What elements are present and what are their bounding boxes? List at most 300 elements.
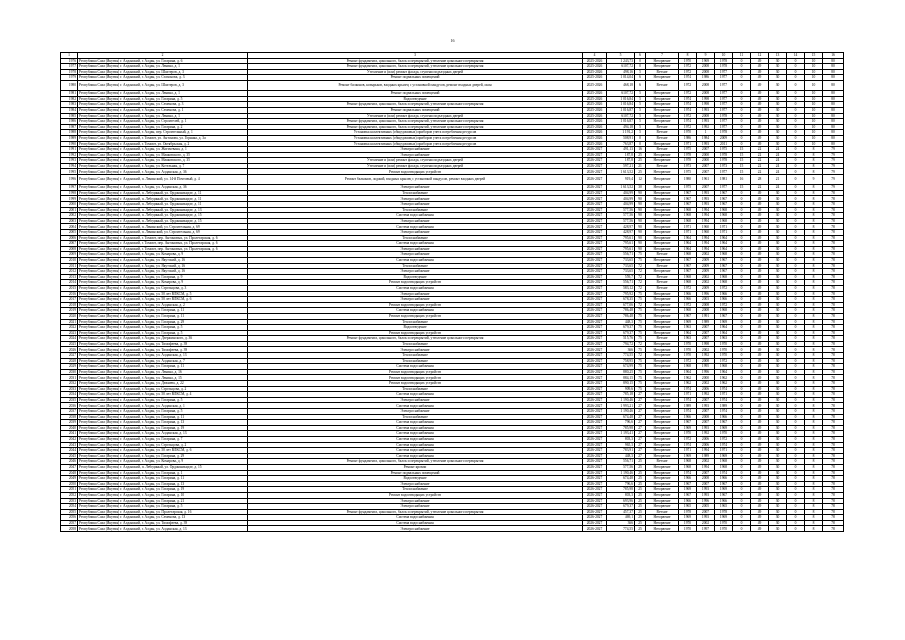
table-cell: 10 — [805, 124, 823, 130]
table-cell: 1967 — [679, 196, 697, 202]
table-cell: 30 — [769, 96, 787, 102]
table-cell: 1967 — [715, 492, 733, 498]
table-cell: Негорючие — [646, 58, 679, 64]
table-cell: Республика Саха (Якутия) г. Алданский, г. Томмот, пер. Антоновых, ул. Пролетарская, д. 6 — [78, 241, 248, 247]
table-cell: Республика Саха (Якутия) г. Алданский, г. Алдан, ул. Гагарина, д. 11 — [78, 308, 248, 314]
table-cell: Республика Саха (Якутия) г. Алданский, г. Алдан, ул. Комарова, д. 9 — [78, 252, 248, 258]
table-cell: 78 — [823, 341, 844, 347]
table-cell: 1978 — [61, 69, 78, 75]
table-cell: 30 — [769, 291, 787, 297]
table-cell: 1968 — [679, 464, 697, 470]
table-cell: 5 — [635, 119, 646, 125]
table-row — [61, 526, 844, 532]
table-cell: 0 — [733, 381, 751, 387]
table-cell: 30 — [769, 130, 787, 136]
table-cell: 49 — [751, 520, 769, 526]
table-cell: Электроснабжение — [248, 397, 583, 403]
table-cell: 78 — [823, 448, 844, 454]
table-cell: 78 — [823, 224, 844, 230]
table-cell: Негорючие — [646, 308, 679, 314]
table-cell: 10 — [805, 80, 823, 90]
table-cell: 679,37 — [607, 330, 635, 336]
table-cell: Негорючие — [646, 464, 679, 470]
table-cell: 2026-2027 — [583, 246, 607, 252]
table-cell: 796,6 — [607, 420, 635, 426]
table-cell: 79 — [823, 175, 844, 185]
table-cell: 1974 — [679, 102, 697, 108]
table-cell: 1993 — [697, 403, 715, 409]
table-cell: 78 — [823, 509, 844, 515]
table-cell: 2026-2027 — [583, 392, 607, 398]
table-cell: 0 — [733, 347, 751, 353]
table-cell: 2026-2027 — [583, 364, 607, 370]
table-cell: 10 — [805, 107, 823, 113]
table-cell: 2045 — [61, 453, 78, 459]
table-cell: 0 — [787, 196, 805, 202]
table-cell: 0 — [787, 464, 805, 470]
table-cell: 674,48 — [607, 414, 635, 420]
table-cell: 1966 — [679, 297, 697, 303]
table-cell: 30 — [769, 358, 787, 364]
table-cell: 2020 — [61, 313, 78, 319]
table-cell: 2026-2027 — [583, 381, 607, 387]
table-cell: 49 — [751, 381, 769, 387]
table-cell: 0 — [733, 241, 751, 247]
table-cell: 1995 — [697, 364, 715, 370]
table-cell: 0 — [787, 218, 805, 224]
table-cell: 2002 — [697, 381, 715, 387]
table-cell: 78 — [823, 369, 844, 375]
table-cell: 49 — [751, 526, 769, 532]
table-cell: 49 — [751, 420, 769, 426]
table-cell: Республика Саха (Якутия) г. Алданский, г. Алдан, ул. Гагарина, д. 6 — [78, 58, 248, 64]
table-cell: 0 — [787, 375, 805, 381]
table-cell: 0 — [787, 381, 805, 387]
table-cell: 49 — [751, 274, 769, 280]
table-cell: 1964 — [679, 235, 697, 241]
table-cell: 30 — [769, 425, 787, 431]
table-cell: 1996 — [697, 369, 715, 375]
table-cell: Республика Саха (Якутия) г. Алданский, г. Алдан, ул. 50 лет ВЛКСМ, д. 4 — [78, 392, 248, 398]
table-cell: 1993 — [697, 190, 715, 196]
table-cell: 8 — [805, 263, 823, 269]
table-cell: Система водоснабжения — [248, 308, 583, 314]
table-cell: 49 — [751, 107, 769, 113]
table-cell: 49 — [751, 403, 769, 409]
table-cell: 2000 — [697, 375, 715, 381]
table-cell: 80 — [823, 135, 844, 141]
table-cell: 49 — [751, 280, 769, 286]
table-cell: Ремонт подвальных помещений — [248, 75, 583, 81]
table-cell: 30 — [769, 69, 787, 75]
table-cell: 30 — [769, 515, 787, 521]
table-cell: 1971 — [715, 230, 733, 236]
table-cell: 1978 — [715, 58, 733, 64]
table-cell: 1977 — [715, 69, 733, 75]
table-cell: 79 — [823, 152, 844, 158]
table-cell: 2006 — [61, 235, 78, 241]
table-cell: 8 — [805, 476, 823, 482]
table-cell: 733,65 — [607, 263, 635, 269]
table-cell: Негорючие — [646, 375, 679, 381]
table-cell: 80 — [823, 58, 844, 64]
table-cell: 78 — [823, 252, 844, 258]
table-cell: 1967 — [679, 202, 697, 208]
table-cell: Республика Саха (Якутия) г. Алданский, г. Алдан, ул. Ленина, д. 16 — [78, 369, 248, 375]
table-cell: 2026-2027 — [583, 196, 607, 202]
table-cell: 796,6 — [607, 481, 635, 487]
table-cell: 1967 — [715, 420, 733, 426]
table-cell: Республика Саха (Якутия) г. Алданский, г. Томмот, пер. Антоновых, ул. Пролетарская, д. 6 — [78, 235, 248, 241]
table-cell: 8 — [805, 147, 823, 153]
table-cell: 2026-2027 — [583, 213, 607, 219]
table-cell: 1969 — [697, 58, 715, 64]
table-cell: Теплоснабжение — [248, 487, 583, 493]
table-cell: 0 — [635, 135, 646, 141]
table-cell: 78 — [823, 291, 844, 297]
table-cell: 8 — [805, 347, 823, 353]
table-cell: Республика Саха (Якутия) г. Алданский, г. Алдан, ул. Гагарина, д. 5 — [78, 96, 248, 102]
table-cell: 49 — [751, 297, 769, 303]
table-cell: 90 — [635, 202, 646, 208]
table-cell: 0 — [787, 442, 805, 448]
table-cell: Негорючие — [646, 420, 679, 426]
table-cell: 1968 — [715, 464, 733, 470]
table-cell: 1967 — [715, 190, 733, 196]
table-cell: 1967 — [679, 481, 697, 487]
table-cell: 0 — [787, 420, 805, 426]
table-cell: 8 — [805, 436, 823, 442]
table-cell: 25 — [635, 515, 646, 521]
table-cell: 2009 — [715, 135, 733, 141]
table-cell: 78 — [823, 302, 844, 308]
table-cell: 30 — [769, 509, 787, 515]
table-cell: 0 — [733, 409, 751, 415]
table-cell: 1981 — [61, 91, 78, 97]
table-cell: 2026-2027 — [583, 241, 607, 247]
table-cell: Негорючие — [646, 64, 679, 70]
table-cell: 0 — [733, 246, 751, 252]
table-cell: 1968 — [715, 280, 733, 286]
table-cell: 1 190,46 — [607, 397, 635, 403]
table-cell: 1966 — [679, 414, 697, 420]
table-cell: 1963 — [715, 336, 733, 342]
table-cell: Республика Саха (Якутия) г. Алданский, г. Алдан, ул. Гагарина, д. 2 — [78, 124, 248, 130]
table-cell: 2026-2027 — [583, 319, 607, 325]
table-cell: 0 — [733, 130, 751, 136]
table-cell: 1992 — [697, 431, 715, 437]
table-cell: 8 — [805, 448, 823, 454]
table-cell: 6107,72 — [607, 64, 635, 70]
table-cell: 2026-2027 — [583, 453, 607, 459]
table-cell: 1977 — [715, 102, 733, 108]
table-cell: 1972 — [679, 64, 697, 70]
table-cell: Республика Саха (Якутия) г. Алданский, г. Алдан, ул. Гагарина, д. 10 — [78, 492, 248, 498]
table-cell: 0 — [733, 476, 751, 482]
table-cell: Негорючие — [646, 414, 679, 420]
table-cell: 1962 — [679, 375, 697, 381]
column-number-cell: 7 — [646, 53, 679, 59]
table-cell: Негорючие — [646, 185, 679, 191]
table-cell: 0 — [787, 291, 805, 297]
table-cell: 30 — [769, 302, 787, 308]
table-cell: 2039 — [61, 420, 78, 426]
table-cell: 72 — [635, 263, 646, 269]
table-row — [61, 102, 844, 108]
table-cell: Ремонт кровли — [248, 464, 583, 470]
table-cell: 78 — [823, 202, 844, 208]
table-cell: 30 — [769, 353, 787, 359]
table-cell: 0 — [787, 347, 805, 353]
table-cell: 1988 — [61, 130, 78, 136]
table-cell: Негорючие — [646, 75, 679, 81]
table-cell: 1974 — [679, 442, 697, 448]
table-cell: Республика Саха (Якутия) г. Алданский, г. Алдан, ул. Дзержинского, д. 36 — [78, 336, 248, 342]
table-cell: 1 191,2 — [607, 130, 635, 136]
table-cell: 15 — [733, 169, 751, 175]
table-cell: 2002 — [61, 213, 78, 219]
table-cell: 1998 — [61, 190, 78, 196]
table-cell: Негорючие — [646, 386, 679, 392]
table-cell: 0 — [787, 358, 805, 364]
table-cell: 2028 — [61, 358, 78, 364]
table-cell: 8 — [805, 403, 823, 409]
table-cell: 8 — [805, 420, 823, 426]
table-cell: 0 — [733, 64, 751, 70]
table-cell: 30 — [769, 375, 787, 381]
table-cell: 49 — [751, 119, 769, 125]
table-cell: 78 — [823, 213, 844, 219]
table-cell: 880,25 — [607, 369, 635, 375]
table-cell: 0 — [733, 386, 751, 392]
table-cell: Электроснабжение — [248, 196, 583, 202]
table-cell: 1966 — [679, 498, 697, 504]
table-cell: 8 — [805, 185, 823, 191]
table-cell: 1 613,52 — [607, 185, 635, 191]
table-cell: 0 — [787, 246, 805, 252]
table-cell: Система водоснабжения — [248, 213, 583, 219]
table-cell: 78 — [823, 487, 844, 493]
table-cell: 30 — [769, 330, 787, 336]
table-cell: Ветхие — [646, 252, 679, 258]
table-cell: 90 — [635, 218, 646, 224]
table-cell: 2025-2026 — [583, 102, 607, 108]
table-cell: 1968 — [679, 364, 697, 370]
table-cell: 25 — [635, 464, 646, 470]
table-cell: 1963 — [679, 336, 697, 342]
table-cell: 24 — [769, 163, 787, 169]
table-cell: 49 — [751, 442, 769, 448]
table-cell: Республика Саха (Якутия) г. Алданский, г. Алдан, ул. Алданская, д. 36 — [78, 185, 248, 191]
table-cell: 2012 — [61, 269, 78, 275]
table-cell: 1971 — [679, 230, 697, 236]
table-cell: 8 — [805, 308, 823, 314]
table-cell: 30 — [769, 420, 787, 426]
table-cell: Негорючие — [646, 218, 679, 224]
table-cell: 785,98 — [607, 487, 635, 493]
table-cell: Республика Саха (Якутия) г. Алданский, г. Алдан, ул. Гагарина, д. 5 — [78, 325, 248, 331]
table-cell: 49 — [751, 69, 769, 75]
table-cell: 78 — [823, 425, 844, 431]
table-cell: 0 — [733, 420, 751, 426]
table-cell: 22 — [751, 152, 769, 158]
table-cell: Электроснабжение — [248, 291, 583, 297]
table-cell: 0 — [733, 526, 751, 532]
table-cell: 1967 — [679, 269, 697, 275]
table-cell: 24 — [769, 147, 787, 153]
table-cell: Негорючие — [646, 102, 679, 108]
table-cell: 1971 — [679, 392, 697, 398]
table-cell: 2015 — [61, 285, 78, 291]
table-cell: 795,92 — [607, 291, 635, 297]
table-cell: 1968 — [715, 274, 733, 280]
table-cell: 90 — [635, 190, 646, 196]
table-cell: 49 — [751, 498, 769, 504]
table-cell: 508,91 — [607, 135, 635, 141]
table-cell: 30 — [769, 257, 787, 263]
table-cell: Негорючие — [646, 257, 679, 263]
table-cell: Негорючие — [646, 358, 679, 364]
table-cell: Ремонт водоотводящих устройств — [248, 381, 583, 387]
table-cell: Республика Саха (Якутия) г. Алданский, г. Алдан, ул. Гагарина, д. 5 — [78, 409, 248, 415]
table-cell: 30 — [769, 235, 787, 241]
table-cell: 2026-2027 — [583, 235, 607, 241]
table-cell: 78 — [823, 235, 844, 241]
table-cell: 22 — [751, 169, 769, 175]
table-cell: 2011 — [61, 263, 78, 269]
table-cell: 78 — [823, 246, 844, 252]
table-cell: 78 — [823, 319, 844, 325]
table-cell: 2008 — [697, 113, 715, 119]
table-cell: 78 — [823, 280, 844, 286]
table-cell: 30 — [769, 364, 787, 370]
table-cell: Республика Саха (Якутия) г. Алданский, п. Лебединый, ул. Орджоникидзе, д. 11 — [78, 196, 248, 202]
table-cell: 1994 — [697, 213, 715, 219]
table-cell: 49 — [751, 80, 769, 90]
table-row — [61, 158, 844, 164]
table-cell: 733,65 — [607, 269, 635, 275]
table-cell: 30 — [769, 325, 787, 331]
table-cell: Негорючие — [646, 409, 679, 415]
table-cell: 1964 — [679, 241, 697, 247]
table-cell: 78 — [823, 269, 844, 275]
table-cell: 2007 — [697, 330, 715, 336]
table-cell: 78 — [823, 386, 844, 392]
table-cell: 1995 — [61, 169, 78, 175]
table-cell: Негорючие — [646, 224, 679, 230]
table-cell: 80 — [823, 91, 844, 97]
table-cell: 22 — [751, 147, 769, 153]
table-cell: 2033 — [61, 386, 78, 392]
table-cell: 30 — [635, 185, 646, 191]
table-cell: 30 — [769, 409, 787, 415]
table-cell: 2054 — [61, 504, 78, 510]
table-cell: 1970 — [715, 520, 733, 526]
table-cell: 78 — [823, 230, 844, 236]
table-cell: 1975 — [715, 147, 733, 153]
table-cell: Республика Саха (Якутия) г. Алданский, г. Алдан, ул. Семенова, д. 3 — [78, 102, 248, 108]
table-cell: Установка коллективных (общедомовых) приборов учета потребления ресурсов — [248, 135, 583, 141]
table-cell: 78 — [823, 520, 844, 526]
table-cell: 556,71 — [607, 459, 635, 465]
table-cell: 1993 — [697, 196, 715, 202]
table-cell: 78 — [823, 414, 844, 420]
table-cell: Республика Саха (Якутия) г. Алданский, г. Алдан, ул. Ленина, д. 15 — [78, 375, 248, 381]
table-cell: 8 — [805, 302, 823, 308]
table-cell: 1968 — [715, 207, 733, 213]
table-cell: 1972 — [679, 91, 697, 97]
table-cell: Негорючие — [646, 190, 679, 196]
table-cell: 2026-2027 — [583, 308, 607, 314]
table-cell: 2047 — [61, 464, 78, 470]
table-cell: 795,61 — [607, 241, 635, 247]
table-cell: 0 — [787, 302, 805, 308]
table-cell: 49 — [751, 141, 769, 147]
table-cell: 2026-2027 — [583, 436, 607, 442]
table-cell: 78 — [823, 453, 844, 459]
table-cell: Ветхие — [646, 147, 679, 153]
table-cell: 1974 — [679, 75, 697, 81]
table-cell: Электроснабжение — [248, 481, 583, 487]
table-cell: 30 — [769, 119, 787, 125]
table-cell: 1998 — [697, 96, 715, 102]
table-cell: 2000 — [697, 152, 715, 158]
table-cell: Ремонт фундамента, цокольного, балок и перекрытий, утепление цокольного перекрытия — [248, 124, 583, 130]
table-cell: 2010 — [61, 257, 78, 263]
table-cell: Ветхие — [646, 336, 679, 342]
table-cell: 49 — [751, 364, 769, 370]
table-cell: 1974 — [679, 470, 697, 476]
table-cell: Система водоснабжения — [248, 515, 583, 521]
table-cell: 6 — [635, 75, 646, 81]
table-cell: 1968 — [715, 308, 733, 314]
table-cell: 2026-2027 — [583, 420, 607, 426]
table-cell: 75 — [635, 358, 646, 364]
table-cell: 0 — [733, 257, 751, 263]
table-cell: Негорючие — [646, 381, 679, 387]
table-cell: 1983 — [61, 102, 78, 108]
table-cell: 49 — [751, 353, 769, 359]
table-cell: 1993 — [697, 487, 715, 493]
table-cell: Ремонт фундамента, цокольного, балок и перекрытий, утепление цокольного перекрытия — [248, 459, 583, 465]
table-cell: 1968 — [715, 252, 733, 258]
table-cell: 0 — [733, 280, 751, 286]
table-cell: 2026-2027 — [583, 269, 607, 275]
table-cell: 1967 — [679, 420, 697, 426]
table-cell: 0 — [733, 520, 751, 526]
table-cell: 0 — [787, 414, 805, 420]
table-cell: 0 — [787, 207, 805, 213]
table-cell: 49 — [751, 392, 769, 398]
table-cell: Негорючие — [646, 504, 679, 510]
table-cell: 0 — [787, 364, 805, 370]
table-cell: 49 — [751, 207, 769, 213]
table-cell: 2006 — [697, 436, 715, 442]
table-cell: Республика Саха (Якутия) г. Алданский, г. Алдан, ул. Семенова, д. 13 — [78, 515, 248, 521]
table-cell: 1971 — [715, 448, 733, 454]
table-cell: 1961 — [697, 175, 715, 185]
table-cell: 1994 — [697, 235, 715, 241]
table-cell: Установка коллективных (общедомовых) приборов учета потребления ресурсов — [248, 141, 583, 147]
table-cell: 2026-2027 — [583, 442, 607, 448]
table-cell: 0 — [787, 285, 805, 291]
table-cell: 1992 — [697, 392, 715, 398]
table-row — [61, 336, 844, 342]
table-cell: 8 — [805, 369, 823, 375]
table-cell: 49 — [751, 218, 769, 224]
table-cell: Республика Саха (Якутия) г. Алданский, г. Алдан, ул. 50 лет ВЛКСМ, д. 6 — [78, 448, 248, 454]
table-cell: 1968 — [679, 207, 697, 213]
